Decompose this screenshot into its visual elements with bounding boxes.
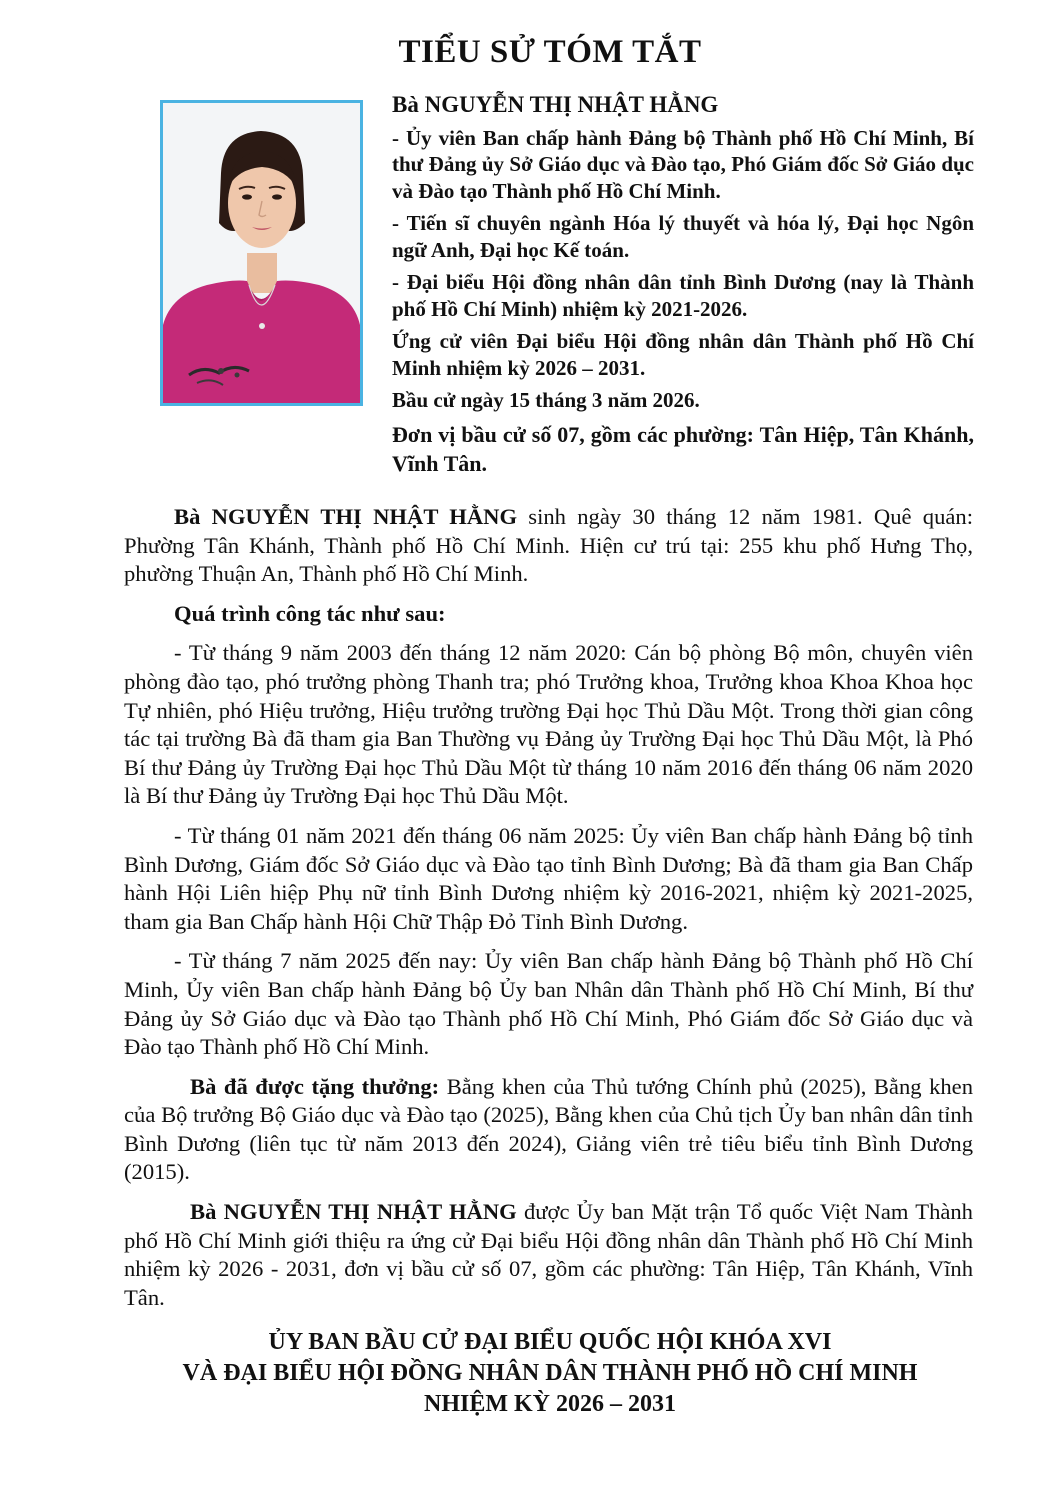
career-item: - Từ tháng 01 năm 2021 đến tháng 06 năm 2025: Ủy viên Ban chấp hành Đảng bộ tỉnh Bình Dương, Giám đốc Sở Giáo dục và Đào tạo tỉnh Bình Dương; Bà đã tham gia Ban Chấp hành Hội Liên hiệp Phụ nữ tỉnh Bình Dương nhiệm kỳ 2016-2021, nhiệm kỳ 2021-2025, tham gia Ban Chấp hành Hội Chữ Thập Đỏ Tỉnh Bình Dương.: [124, 822, 973, 934]
career-heading: [124, 600, 973, 629]
committee-line-1: ỦY BAN BẦU CỬ ĐẠI BIỂU QUỐC HỘI KHÓA XVI: [268, 1329, 832, 1355]
nomination-text: được Ủy ban Mặt trận Tổ quốc Việt Nam Thành phố Hồ Chí Minh giới thiệu ra ứng cử Đại biểu Hội đồng nhân dân Thành phố Hồ Chí Minh nhiệm kỳ 2026 - 2031, đơn vị bầu cử số 07, gồm các phường: Tân Hiệp, Tân Khánh, Vĩnh Tân.: [124, 1199, 973, 1310]
career-item: - Từ tháng 7 năm 2025 đến nay: Ủy viên Ban chấp hành Đảng bộ Thành phố Hồ Chí Minh, Ủy viên Ban chấp hành Đảng bộ Ủy ban Nhân dân Thành phố Hồ Chí Minh, Bí thư Đảng ủy Sở Giáo dục và Đào tạo Thành phố Hồ Chí Minh, Phó Giám đốc Sở Giáo dục và Đào tạo Thành phố Hồ Chí Minh.: [124, 948, 973, 1060]
awards-paragraph: [124, 1073, 973, 1187]
portrait-photo: [160, 100, 363, 406]
current-position: - Ủy viên Ban chấp hành Đảng bộ Thành phố Hồ Chí Minh, Bí thư Đảng ủy Sở Giáo dục và Đào tạo, Phó Giám đốc Sở Giáo dục và Đào tạo Thành phố Hồ Chí Minh.: [392, 125, 974, 203]
career-heading-text: Quá trình công tác như sau:: [174, 600, 446, 626]
intro-text: sinh ngày 30 tháng 12 năm 1981. Quê quán: Phường Tân Khánh, Thành phố Hồ Chí Minh. Hiện cư trú tại: 255 khu phố Hưng Thọ, phường Thuận An, Thành phố Hồ Chí Minh.: [124, 504, 973, 587]
election-date: Bầu cử ngày 15 tháng 3 năm 2026.: [392, 388, 700, 412]
candidate-name-heading: Bà NGUYỄN THỊ NHẬT HẰNG: [392, 92, 719, 117]
education: - Tiến sĩ chuyên ngành Hóa lý thuyết và hóa lý, Đại học Ngôn ngữ Anh, Đại học Kế toán.: [392, 211, 974, 262]
candidacy: Ứng cử viên Đại biểu Hội đồng nhân dân Thành phố Hồ Chí Minh nhiệm kỳ 2026 – 2031.: [392, 329, 974, 380]
intro-paragraph: [124, 503, 973, 589]
header-info: [392, 92, 974, 484]
committee-line-2: VÀ ĐẠI BIỂU HỘI ĐỒNG NHÂN DÂN THÀNH PHỐ HỒ CHÍ MINH: [182, 1360, 918, 1386]
portrait-image: [163, 103, 360, 403]
awards-text: Bằng khen của Thủ tướng Chính phủ (2025), Bằng khen của Bộ trưởng Bộ Giáo dục và Đào tạo (2025), Bằng khen của Chủ tịch Ủy ban nhân dân tỉnh Bình Dương (liên tục từ năm 2013 đến 2024), Giảng viên trẻ tiêu biểu tỉnh Bình Dương (2015).: [124, 1073, 973, 1185]
committee-line-3: NHIỆM KỲ 2026 – 2031: [424, 1391, 676, 1417]
intro-name: Bà NGUYỄN THỊ NHẬT HẰNG: [174, 504, 518, 529]
page-title: TIỂU SỬ TÓM TẮT: [398, 34, 702, 70]
awards-label: Bà đã được tặng thưởng:: [190, 1073, 440, 1099]
issuing-committee: [0, 1327, 1064, 1420]
biography-body: [124, 503, 973, 1323]
nomination-name: Bà NGUYỄN THỊ NHẬT HẰNG: [190, 1199, 517, 1225]
council-delegate: - Đại biểu Hội đồng nhân dân tỉnh Bình Dương (nay là Thành phố Hồ Chí Minh) nhiệm kỳ 2021-2026.: [392, 270, 974, 321]
electoral-unit: Đơn vị bầu cử số 07, gồm các phường: Tân Hiệp, Tân Khánh, Vĩnh Tân.: [392, 421, 974, 476]
career-item: - Từ tháng 9 năm 2003 đến tháng 12 năm 2020: Cán bộ phòng Bộ môn, chuyên viên phòng đào tạo, phó trưởng phòng Thanh tra; phó Trưởng khoa, Trưởng khoa Khoa Khoa học Tự nhiên, phó Hiệu trưởng, Hiệu trưởng trường Đại học Thủ Dầu Một. Trong thời gian công tác tại trường Bà đã tham gia Ban Thường vụ Đảng ủy Trường Đại học Thủ Dầu Một, là Phó Bí thư Đảng ủy Trường Đại học Thủ Dầu Một từ tháng 10 năm 2016 đến tháng 06 năm 2020 là Bí thư Đảng ủy Trường Đại học Thủ Dầu Một.: [124, 640, 973, 809]
nomination-paragraph: [124, 1198, 973, 1312]
